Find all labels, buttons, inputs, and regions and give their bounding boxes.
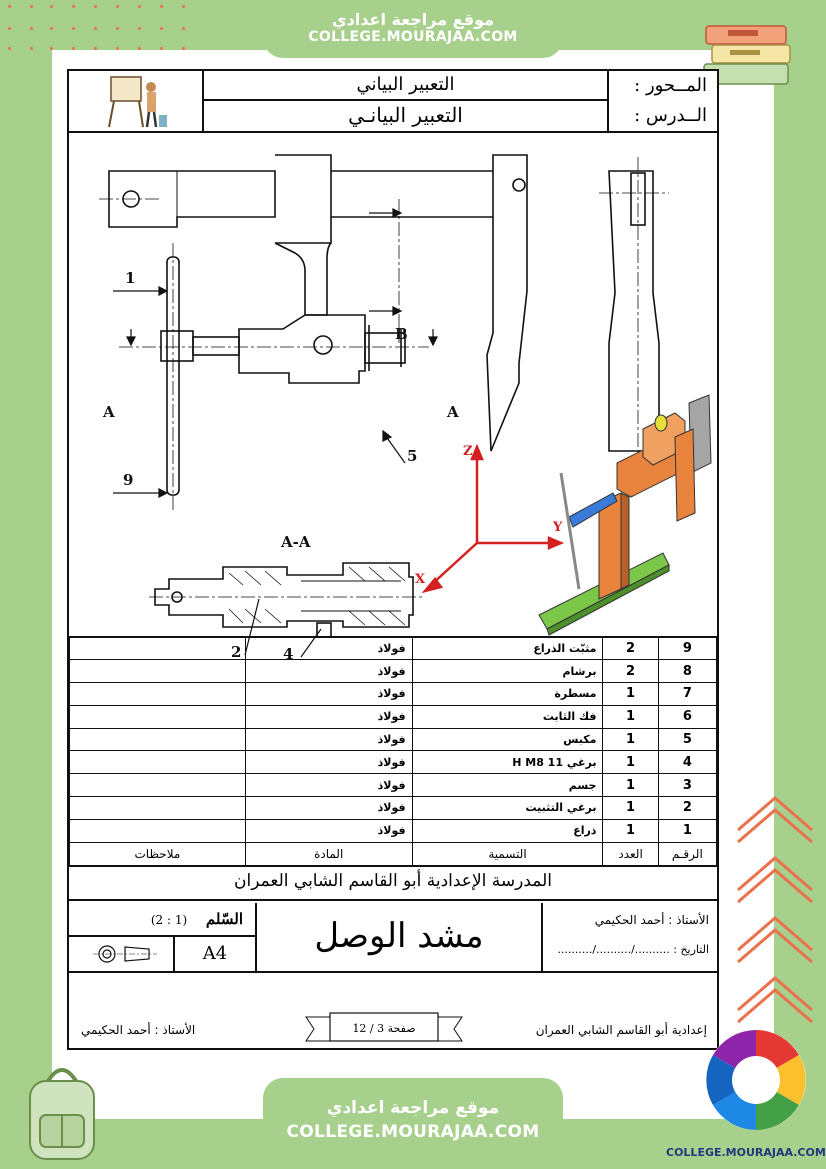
axis-value: التعبير البياني — [204, 71, 607, 101]
parts-count-cell: 1 — [603, 797, 658, 820]
parts-number-cell: 8 — [658, 660, 716, 683]
footer-teacher: الأستاذ : أحمد الحكيمي — [81, 1023, 196, 1037]
axis-x-label: X — [415, 572, 426, 587]
parts-header-name: التسمية — [412, 842, 603, 866]
parts-number-cell: 6 — [658, 705, 716, 728]
parts-header-count: العدد — [603, 842, 658, 866]
chevron-decoration-icon — [730, 790, 820, 1040]
parts-count-cell: 2 — [603, 660, 658, 683]
sheet-footer — [69, 1011, 717, 1048]
decorative-dot — [94, 5, 97, 8]
top-site-banner[interactable] — [263, 0, 563, 58]
parts-table-row — [70, 683, 717, 706]
parts-material-cell: فولاذ — [245, 660, 412, 683]
decorative-dot — [8, 5, 11, 8]
parts-material-cell: فولاذ — [245, 751, 412, 774]
parts-notes-cell — [70, 705, 246, 728]
parts-number-cell: 2 — [658, 797, 716, 820]
bottom-site-banner[interactable] — [263, 1078, 563, 1158]
parts-header-number: الرقـم — [658, 842, 716, 866]
part-label-4: 4 — [283, 645, 294, 663]
decorative-dot — [160, 5, 163, 8]
decorative-dot — [30, 5, 33, 8]
isometric-model — [539, 395, 711, 635]
backpack-icon — [12, 1055, 112, 1165]
paper-format: A4 — [202, 943, 228, 964]
decorative-dot — [116, 27, 119, 30]
parts-header-notes: ملاحظات — [70, 842, 246, 866]
school-name: المدرسة الإعدادية أبو القاسم الشابي العمران — [69, 861, 717, 901]
parts-count-cell: 1 — [603, 774, 658, 797]
axis-label: المــحور : — [634, 75, 707, 96]
section-title: A-A — [281, 533, 311, 551]
section-mark-a-left: A — [103, 403, 115, 421]
parts-table-row — [70, 728, 717, 751]
parts-name-cell: مكبس — [412, 728, 603, 751]
site-url-bottom[interactable]: COLLEGE.MOURAJAA.COM — [286, 1122, 540, 1142]
parts-list-table — [69, 636, 717, 867]
parts-count-cell: 1 — [603, 751, 658, 774]
teacher-date-cell — [543, 903, 717, 971]
part-label-1: 1 — [125, 269, 136, 287]
drafter-logo — [69, 71, 204, 131]
parts-notes-cell — [70, 660, 246, 683]
parts-table-row — [70, 637, 717, 660]
decorative-dot — [94, 27, 97, 30]
sheet-header — [69, 71, 717, 133]
parts-count-cell: 1 — [603, 683, 658, 706]
decorative-dot — [30, 47, 33, 50]
lesson-label: الــدرس : — [634, 105, 707, 126]
parts-name-cell: برشام — [412, 660, 603, 683]
site-name-bottom: موقع مراجعة اعدادي — [326, 1098, 500, 1118]
technical-drawing-sheet — [67, 69, 719, 1050]
page-ribbon — [304, 1011, 464, 1045]
parts-number-cell: 4 — [658, 751, 716, 774]
parts-notes-cell — [70, 683, 246, 706]
decorative-dot — [8, 27, 11, 30]
projection-symbol-icon — [69, 937, 175, 971]
parts-count-cell: 1 — [603, 705, 658, 728]
part-label-9: 9 — [123, 471, 134, 489]
parts-material-cell: فولاذ — [245, 774, 412, 797]
part-label-2: 2 — [231, 643, 242, 661]
lesson-value: التعبير البيانـي — [348, 103, 463, 127]
parts-number-cell: 5 — [658, 728, 716, 751]
parts-table-row — [70, 660, 717, 683]
site-url[interactable]: COLLEGE.MOURAJAA.COM — [308, 29, 518, 45]
axis-z-label: Z — [463, 444, 473, 459]
parts-number-cell: 3 — [658, 774, 716, 797]
scale-value: (1 : 2) — [150, 913, 188, 927]
footer-school: إعدادية أبو القاسم الشابي العمران — [535, 1023, 707, 1037]
parts-table-row — [70, 774, 717, 797]
parts-material-cell: فولاذ — [245, 683, 412, 706]
parts-name-cell: برغي H M8 11 — [412, 751, 603, 774]
parts-count-cell: 1 — [603, 728, 658, 751]
header-values — [204, 71, 609, 131]
parts-number-cell: 1 — [658, 819, 716, 842]
date-field[interactable]: التاريخ : ........../........../.......... — [557, 943, 709, 956]
parts-notes-cell — [70, 774, 246, 797]
parts-count-cell: 2 — [603, 637, 658, 660]
drawing-title: مشد الوصل — [257, 903, 543, 971]
section-mark-a-right: A — [447, 403, 459, 421]
parts-table-row — [70, 705, 717, 728]
site-name: موقع مراجعة اعدادي — [331, 10, 495, 29]
parts-notes-cell — [70, 819, 246, 842]
section-mark-b: B — [395, 325, 408, 343]
parts-number-cell: 7 — [658, 683, 716, 706]
decorative-dot — [8, 47, 11, 50]
parts-notes-cell — [70, 728, 246, 751]
parts-name-cell: فك الثابت — [412, 705, 603, 728]
page-number: صفحة 3 / 12 — [352, 1022, 416, 1035]
decorative-dot — [116, 5, 119, 8]
decorative-dot — [30, 27, 33, 30]
parts-notes-cell — [70, 751, 246, 774]
education-wheel-icon — [696, 1025, 816, 1135]
scale — [69, 903, 255, 937]
decorative-dot — [50, 27, 53, 30]
parts-name-cell: مسطرة — [412, 683, 603, 706]
axis-y-label: Y — [553, 520, 563, 535]
parts-name-cell: ذراع — [412, 819, 603, 842]
parts-material-cell: فولاذ — [245, 797, 412, 820]
title-block — [69, 903, 717, 973]
parts-notes-cell — [70, 797, 246, 820]
parts-table-row — [70, 797, 717, 820]
parts-material-cell: فولاذ — [245, 819, 412, 842]
parts-material-cell: فولاذ — [245, 705, 412, 728]
parts-name-cell: جسم — [412, 774, 603, 797]
drafting-table-icon — [69, 71, 204, 131]
scale-format-cell — [69, 903, 257, 971]
decorative-dot — [138, 27, 141, 30]
parts-material-cell: فولاذ — [245, 728, 412, 751]
decorative-dot — [72, 5, 75, 8]
decorative-dot — [138, 5, 141, 8]
parts-table-row — [70, 751, 717, 774]
header-labels — [609, 71, 717, 131]
parts-number-cell: 9 — [658, 637, 716, 660]
decorative-dot — [160, 27, 163, 30]
site-badge-label[interactable]: COLLEGE.MOURAJAA.COM — [666, 1146, 826, 1159]
part-label-5: 5 — [407, 447, 418, 465]
decorative-dot — [72, 27, 75, 30]
parts-notes-cell — [70, 637, 246, 660]
decorative-dot — [182, 27, 185, 30]
decorative-dot — [50, 5, 53, 8]
parts-name-cell: مثبّت الذراع — [412, 637, 603, 660]
parts-name-cell: برغي التثبيت — [412, 797, 603, 820]
teacher-name: الأستاذ : أحمد الحكيمي — [594, 913, 709, 927]
parts-table-row — [70, 819, 717, 842]
parts-header-material: المادة — [245, 842, 412, 866]
parts-count-cell: 1 — [603, 819, 658, 842]
decorative-dot — [182, 5, 185, 8]
parts-material-cell: فولاذ — [245, 637, 412, 660]
format-row — [69, 937, 255, 971]
scale-label: السّلم — [205, 910, 243, 928]
